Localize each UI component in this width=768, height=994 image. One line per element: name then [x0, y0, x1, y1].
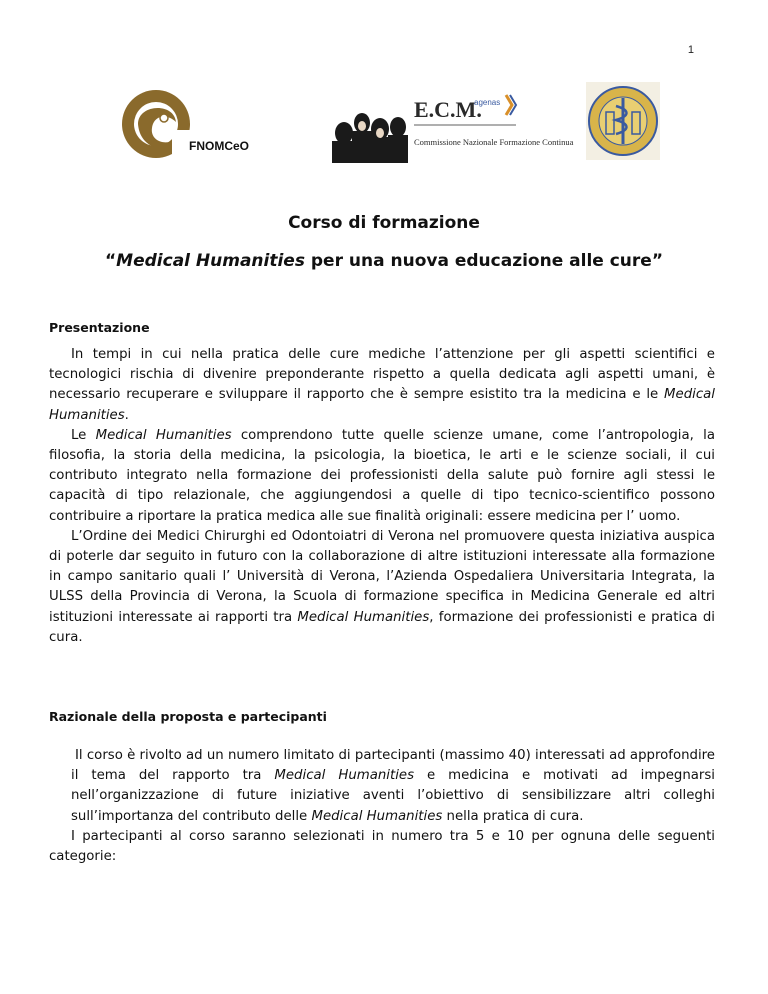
ordine-medici-seal	[586, 82, 660, 160]
subtitle-close-quote: ”	[651, 251, 663, 271]
paragraph: I partecipanti al corso saranno selezionati in numero tra 5 e 10 per ognuna delle seguenti categorie:	[49, 828, 715, 865]
fnomceo-logo	[118, 84, 278, 164]
heading-razionale: Razionale della proposta e partecipanti	[49, 709, 327, 724]
svg-text:Commissione Nazionale Formazio: Commissione Nazionale Formazione Continua	[414, 137, 574, 147]
razionale-body	[49, 746, 715, 867]
heading-presentazione: Presentazione	[49, 320, 150, 335]
subtitle-rest: per una nuova educazione alle cure	[304, 251, 652, 271]
paragraph: L’Ordine dei Medici Chirurghi ed Odontoiatri di Verona nel promuovere questa iniziativa auspica di poterle dar seguito in futuro con la collaborazione di altre istituzioni interessate alla formazione in campo sanitario quali l’ Università di Verona, l’Azienda Ospedaliera Universitaria Integrata, la ULSS della Provincia di Verona, la Scuola di formazione specifica in Medicina Generale ed altri istituzioni interessate ai rapporti tra Medical Humanities, formazione dei professionisti e pratica di cura.	[49, 528, 715, 645]
paragraph: In tempi in cui nella pratica delle cure mediche l’attenzione per gli aspetti scientifici e tecnologici rischia di divenire preponderante rispetto a quella dedicata agli aspetti umani, è necessario recuperare e sviluppare il rapporto che è sempre esistito tra la medicina e le Medical Humanities.	[49, 347, 715, 423]
ecm-logo-icon	[330, 93, 574, 163]
fnomceo-label: FNOMCeO	[189, 139, 249, 153]
svg-text:E.C.M.: E.C.M.	[414, 97, 482, 122]
course-subtitle	[0, 251, 768, 271]
paragraph: Il corso è rivolto ad un numero limitato di partecipanti (massimo 40) interessati ad approfondire il tema del rapporto tra Medical Humanities e medicina e motivati ad impegnarsi nell’organizzazione di future iniziative aventi l’obiettivo di sensibilizzare altri colleghi sull’importanza del contributo delle Medical Humanities nella pratica di cura.	[71, 748, 715, 824]
ecm-logo	[330, 93, 574, 163]
svg-text:agenas: agenas	[474, 98, 501, 107]
logo-header	[0, 80, 768, 170]
presentazione-body	[49, 345, 715, 648]
fnomceo-logo-icon	[118, 84, 194, 164]
subtitle-open-quote: “	[104, 251, 117, 271]
subtitle-italic: Medical Humanities	[116, 251, 305, 271]
paragraph: Le Medical Humanities comprendono tutte quelle scienze umane, come l’antropologia, la filosofia, la storia della medicina, la psicologia, la bioetica, le arti e le scienze sociali, il cui contributo integrato nella formazione dei professionisti della salute può fornire agli stessi le capacità di tipo relazionale, che aggiungendosi a quelle di tipo tecnico-scientifico possono contribuire a riportare la pratica medica alle sue finalità originali: essere medicina per l’ uomo.	[49, 427, 715, 524]
ordine-medici-seal-icon	[586, 82, 660, 160]
page-number: 1	[687, 44, 694, 56]
course-title: Corso di formazione	[288, 213, 480, 233]
